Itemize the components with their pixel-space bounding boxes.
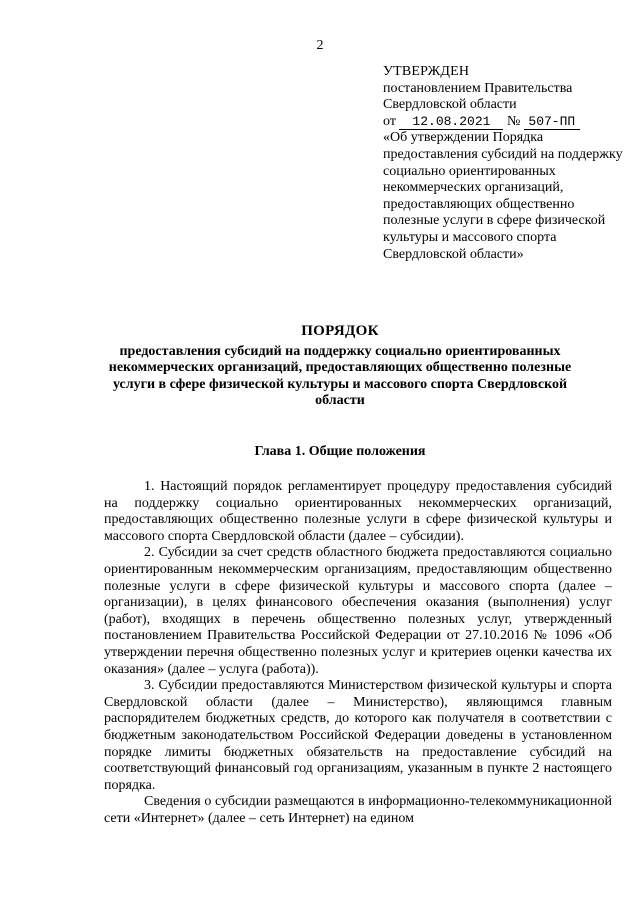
paragraph-2: 2. Субсидии за счет средств областного бюджета предоставляются социально ориентированным некоммерческим организациям, предоставляющим общественно полезные услуги в сфере физической культуры и массового спорта (далее – организации), в целях финансового обеспечения оказания (выполнения) услуг (работ), входящих в перечень общественно полезных услуг, утвержденный постановлением Правительства Российской Федерации от 27.10.2016 № 1096 «Об утверждении перечня общественно полезных услуг и критериев оценки качества их оказания» (далее – услуга (работа)). <box>104 545 612 677</box>
approval-date-line <box>383 114 623 131</box>
document-subtitle: предоставления субсидий на поддержку социально ориентированных некоммерческих организаций, предоставляющих общественно полезные услуги в сфере физической культуры и массового спорта Свердловской области <box>108 343 572 409</box>
paragraph-1: 1. Настоящий порядок регламентирует процедуру предоставления субсидий на поддержку социально ориентированных некоммерческих организаций, предоставляющих общественно полезные услуги в сфере физической культуры и массового спорта Свердловской области (далее – субсидии). <box>104 479 612 544</box>
chapter-heading: Глава 1. Общие положения <box>254 444 426 459</box>
approval-number: 507-ПП <box>524 115 580 130</box>
document-title: ПОРЯДОК <box>301 323 379 339</box>
approval-line-1: постановлением Правительства <box>383 80 573 96</box>
approval-description: «Об утверждении Порядка предоставления субсидий на поддержку социально ориентированных некоммерческих организаций, предоставляющих общественно полезные услуги в сфере физической культуры и массового спорта Свердловской области» <box>383 130 623 262</box>
paragraph-3: 3. Субсидии предоставляются Министерством физической культуры и спорта Свердловской области (далее – Министерство), являющимся главным распорядителем бюджетных средств, до которого как получателя в соответствии с бюджетным законодательством Российской Федерации доведены в установленном порядке лимиты бюджетных обязательств на предоставление субсидий на соответствующий финансовый год организациям, указанным в пункте 2 настоящего порядка. <box>104 678 612 793</box>
number-prefix: № <box>506 113 521 129</box>
approval-line-2: Свердловской области <box>383 97 517 113</box>
approval-stamp <box>383 64 623 263</box>
approval-title: УТВЕРЖДЕН <box>383 64 470 79</box>
date-prefix: от <box>383 113 396 129</box>
page-number: 2 <box>316 38 324 53</box>
document-title-block <box>100 323 580 410</box>
body-text <box>104 479 612 827</box>
approval-date: 12.08.2021 <box>399 115 503 130</box>
paragraph-4: Сведения о субсидии размещаются в информационно-телекоммуникационной сети «Интернет» (далее – сеть Интернет) на едином <box>104 794 612 826</box>
